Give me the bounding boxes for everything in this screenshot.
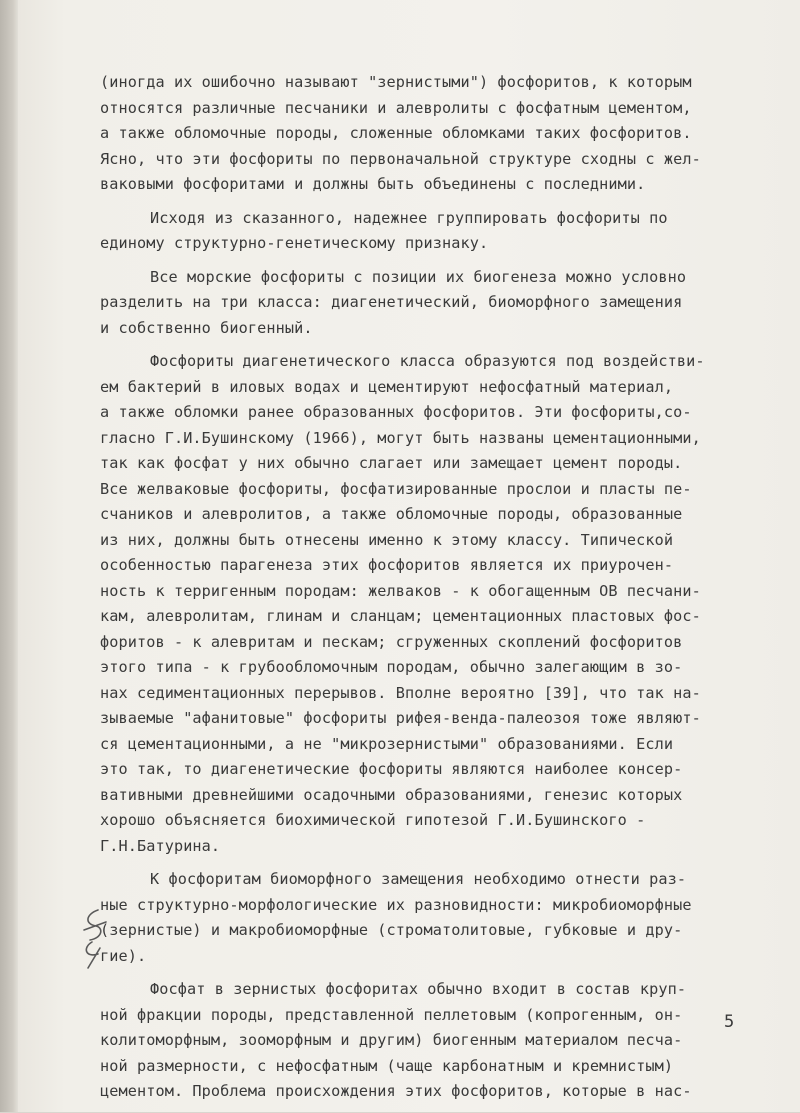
text-line: вативными древнейшими осадочными образованиями, генезис которых	[100, 785, 683, 804]
paragraph	[100, 265, 750, 342]
text-line: ной размерности, с нефосфатным (чаще карбонатным и кремнистым)	[100, 1056, 674, 1075]
text-line: а также обломочные породы, сложенные обломками таких фосфоритов.	[100, 124, 692, 142]
body-text	[100, 70, 750, 1113]
text-line: кам, алевролитам, глинам и сланцам; цементационных пластовых фос-	[100, 607, 701, 625]
text-line: Все желваковые фосфориты, фосфатизированные прослои и пласты пе-	[100, 479, 692, 498]
text-line: гие).	[100, 946, 147, 965]
text-line: Исходя из сказанного, надежнее группировать фосфориты по	[150, 208, 668, 227]
text-line: ной фракции породы, представленной пеллетовым (копрогенным, он-	[100, 1005, 683, 1024]
text-line: Ясно, что эти фосфориты по первоначальной структуре сходны с жел-	[100, 149, 701, 168]
paragraph	[100, 867, 750, 969]
text-line: (иногда их ошибочно называют "зернистыми") фосфоритов, к которым	[100, 73, 692, 91]
text-line: счаников и алевролитов, а также обломочные породы, образованные	[100, 505, 683, 523]
text-line: форитов - к алевритам и пескам; сгруженных скоплений фосфоритов	[100, 632, 683, 651]
text-line: цементом. Проблема происхождения этих фосфоритов, которые в нас-	[100, 1082, 692, 1100]
text-line: ваковыми фосфоритами и должны быть объединены с последними.	[100, 175, 646, 193]
text-line: ем бактерий в иловых водах и цементируют нефосфатный материал,	[100, 377, 674, 396]
text-line: ные структурно-морфологические их разновидности: микробиоморфные	[100, 895, 692, 914]
page-number: 5	[724, 1012, 735, 1032]
text-line: Фосфат в зернистых фосфоритах обычно входит в состав круп-	[150, 980, 687, 998]
text-line: и собственно биогенный.	[100, 318, 313, 337]
paragraph	[100, 349, 750, 859]
text-line: нах седиментационных перерывов. Вполне вероятно [39], что так на-	[100, 683, 701, 702]
handwritten-margin-note	[78, 908, 112, 970]
text-line: особенностью парагенеза этих фосфоритов является их приурочен-	[100, 556, 674, 574]
text-line: из них, должны быть отнесены именно к этому классу. Типической	[100, 530, 674, 549]
text-line: гласно Г.И.Бушинскому (1966), могут быть названы цементационными,	[100, 428, 701, 447]
text-line: единому структурно-генетическому признаку.	[100, 234, 489, 252]
text-line: К фосфоритам биоморфного замещения необходимо отнести раз-	[150, 870, 687, 888]
text-line: относятся различные песчаники и алевролиты с фосфатным цементом,	[100, 98, 692, 117]
text-line: колитоморфным, зооморфным и другим) биогенным материалом песча-	[100, 1031, 683, 1049]
text-line: зываемые "афанитовые" фосфориты рифея-венда-палеозоя тоже являют-	[100, 709, 701, 727]
text-line: Все морские фосфориты с позиции их биогенеза можно условно	[150, 267, 687, 286]
text-line: Г.Н.Батурина.	[100, 836, 221, 855]
text-line: ся цементационными, а не "микрозернистыми" образованиями. Если	[100, 734, 674, 753]
text-line: а также обломки ранее образованных фосфоритов. Эти фосфориты,со-	[100, 403, 692, 421]
paragraph	[100, 977, 750, 1105]
text-line: ность к терригенным породам: желваков - к обогащенным ОВ песчани-	[100, 581, 701, 600]
paragraph	[100, 206, 750, 257]
paragraph	[100, 70, 750, 198]
text-line: так как фосфат у них обычно слагает или замещает цемент породы.	[100, 454, 683, 472]
text-line: это так, то диагенетические фосфориты являются наиболее консер-	[100, 760, 683, 778]
text-line: хорошо объясняется биохимической гипотезой Г.И.Бушинского -	[100, 811, 646, 829]
text-line: (зернистые) и макробиоморфные (строматолитовые, губковые и дру-	[100, 921, 683, 939]
text-line: разделить на три класса: диагенетический, биоморфного замещения	[100, 293, 683, 311]
text-line: Фосфориты диагенетического класса образуются под воздействи-	[150, 352, 705, 370]
binding-edge	[0, 0, 18, 1112]
text-line: этого типа - к грубообломочным породам, обычно залегающим в зо-	[100, 658, 683, 676]
